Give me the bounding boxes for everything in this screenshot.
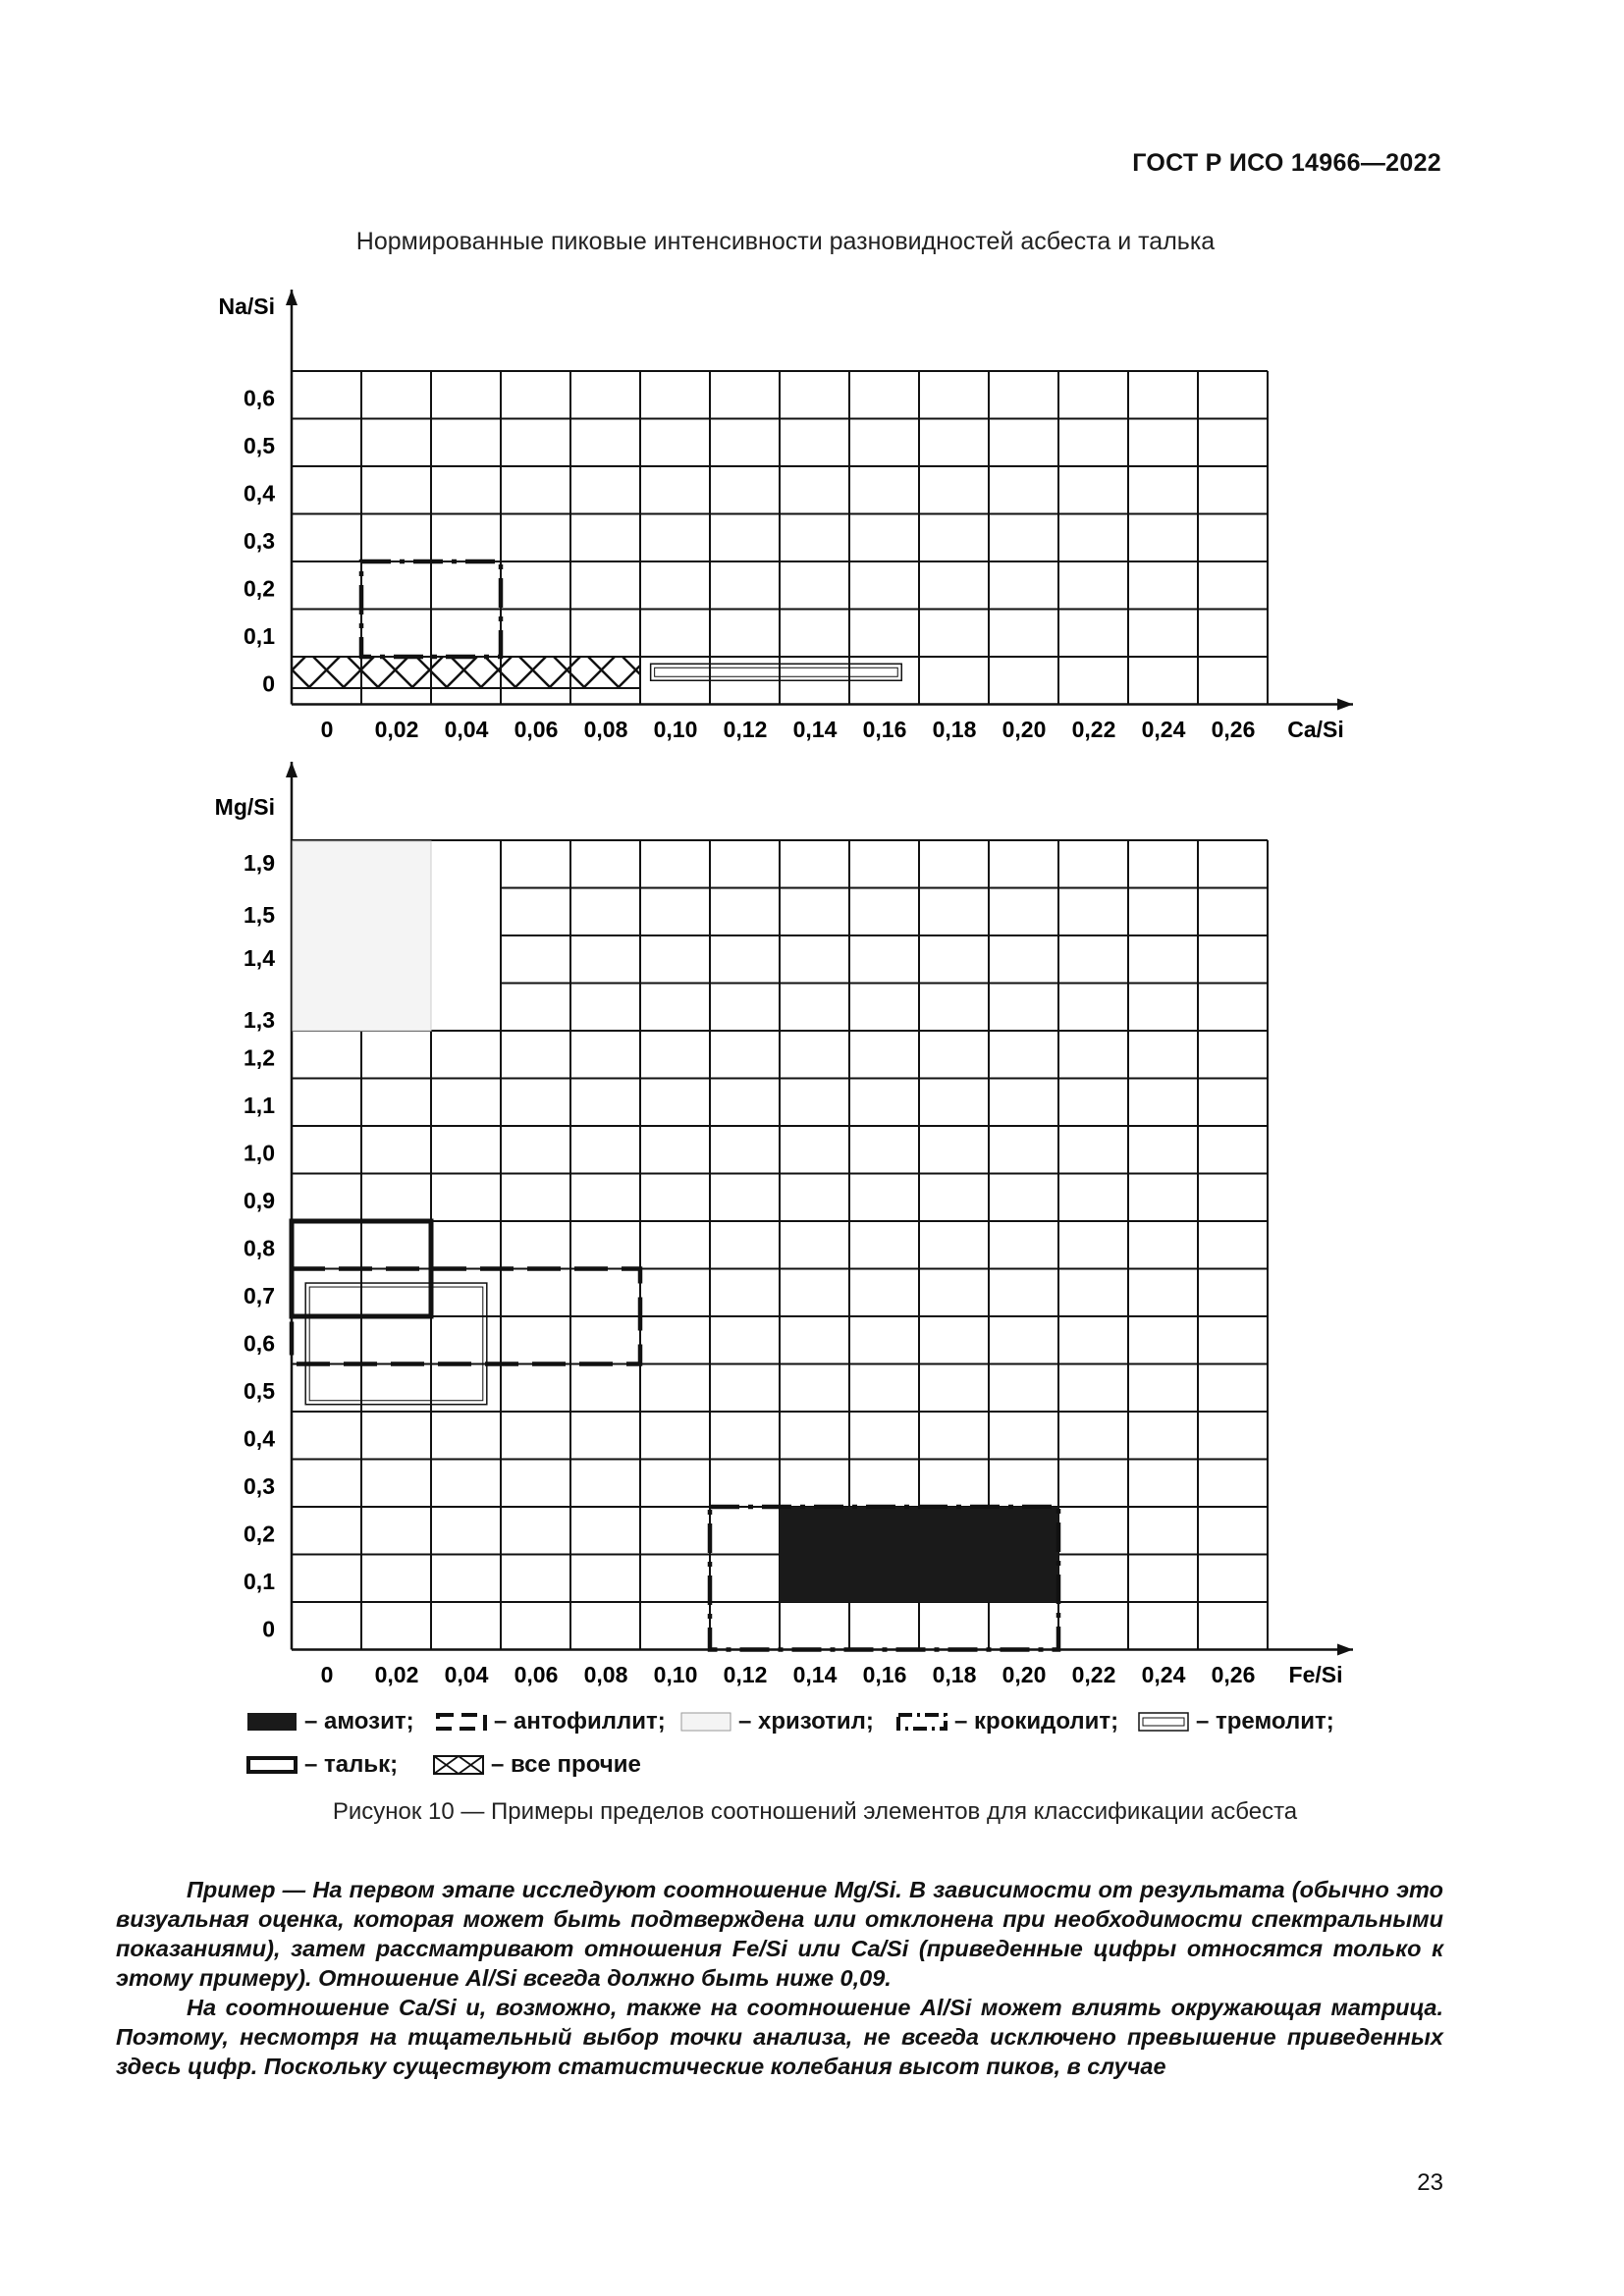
paragraph-example: Пример — На первом этапе исследуют соотношение Mg/Si. В зависимости от результата (обычно это визуальная оценка, которая может быть подтверждена или отклонена при необходимости спектральными показаниями), затем рассматривают отношения Fe/Si или Ca/Si (приведенные цифры относятся только к этому примеру). Отношение Al/Si всегда должно быть ниже 0,09. [116, 1877, 1443, 1991]
x-axis-label: Fe/Si [1288, 1662, 1343, 1687]
x-tick-label: 0,26 [1211, 1662, 1256, 1687]
legend-swatch-thick-dashed-outline [435, 1710, 488, 1734]
legend-item-crocidolite [895, 1708, 1118, 1735]
y-tick-label: 1,9 [244, 849, 275, 876]
y-tick-label: 0,6 [244, 1330, 275, 1357]
x-tick-label: 0,12 [723, 717, 768, 742]
x-tick-label: 0,10 [653, 1662, 698, 1687]
y-tick-label: 0,1 [244, 623, 275, 650]
y-axis-label: Na/Si [218, 294, 275, 319]
x-tick-label: 0,24 [1141, 717, 1186, 742]
y-tick-label: 0,4 [244, 1425, 275, 1452]
y-tick-label: 0,5 [244, 433, 275, 459]
region-tremolite [651, 664, 902, 680]
x-axis-arrow [1337, 1644, 1353, 1656]
x-tick-label: 0,24 [1141, 1662, 1186, 1687]
region-others [292, 657, 640, 688]
y-tick-label: 1,5 [244, 902, 275, 929]
x-tick-label: 0,06 [514, 717, 559, 742]
y-tick-label: 0 [262, 670, 275, 697]
x-tick-label: 0,18 [932, 1662, 977, 1687]
legend-swatch-thick-solid-outline [245, 1753, 298, 1777]
x-tick-label: 0,16 [862, 1662, 907, 1687]
x-tick-label: 0,02 [374, 1662, 419, 1687]
x-tick-label: 0,04 [444, 1662, 489, 1687]
figure-caption: Рисунок 10 — Примеры пределов соотношений элементов для классификации асбеста [332, 1798, 1298, 1825]
x-tick-label: 0,20 [1001, 717, 1047, 742]
legend-swatch-cross-hatch [432, 1753, 485, 1777]
legend-label: – тальк; [304, 1751, 399, 1778]
x-tick-label: 0,18 [932, 717, 977, 742]
y-tick-label: 0,1 [244, 1569, 275, 1595]
legend-label: – тремолит; [1196, 1708, 1334, 1735]
x-tick-label: 0,12 [723, 1662, 768, 1687]
x-axis-label: Ca/Si [1287, 717, 1344, 742]
legend-item-chrysotile [679, 1708, 874, 1735]
legend-row-2 [245, 1751, 1424, 1787]
region-chrysotile [293, 841, 431, 1031]
y-axis-arrow [286, 290, 298, 305]
y-tick-label: 0,6 [244, 385, 275, 411]
x-tick-label: 0,22 [1071, 717, 1116, 742]
legend-label: – хризотил; [738, 1708, 874, 1735]
y-axis-arrow [286, 762, 298, 777]
region-amosite [780, 1507, 1058, 1602]
document-standard-header: ГОСТ Р ИСО 14966—2022 [1132, 149, 1441, 177]
legend-label: – все прочие [491, 1751, 641, 1778]
region-tremolite-inner [309, 1287, 483, 1401]
legend-swatch-double-thin-outline [1137, 1710, 1190, 1734]
x-tick-label: 0,02 [374, 717, 419, 742]
chart-mg-si-vs-fe-si [215, 762, 1353, 1687]
region-tremolite [305, 1283, 487, 1405]
paragraph-matrix-influence: На соотношение Ca/Si и, возможно, также на соотношение Al/Si может влиять окружающая матрица. Поэтому, несмотря на тщательный выбор точки анализа, не всегда исключено превышение приведенных здесь цифр. Поскольку существуют статистические колебания высот пиков, в случае [116, 1995, 1443, 2079]
legend-item-amosite [245, 1708, 414, 1735]
y-tick-label: 1,4 [244, 944, 275, 971]
y-tick-label: 0,4 [244, 480, 275, 507]
x-tick-label: 0,04 [444, 717, 489, 742]
body-text [116, 1875, 1443, 2081]
page-number: 23 [1417, 2169, 1443, 2196]
y-tick-label: 0,7 [244, 1283, 275, 1309]
y-tick-label: 0,3 [244, 528, 275, 555]
x-tick-label: 0,14 [792, 717, 838, 742]
x-tick-label: 0,08 [583, 717, 628, 742]
y-tick-label: 1,2 [244, 1044, 275, 1071]
y-tick-label: 0,3 [244, 1473, 275, 1500]
x-tick-label: 0,16 [862, 717, 907, 742]
legend-label: – антофиллит; [494, 1708, 666, 1735]
x-tick-label: 0,08 [583, 1662, 628, 1687]
legend-label: – амозит; [304, 1708, 414, 1735]
x-axis-arrow [1337, 699, 1353, 711]
x-tick-label: 0,22 [1071, 1662, 1116, 1687]
x-tick-label: 0,14 [792, 1662, 838, 1687]
x-tick-label: 0,10 [653, 717, 698, 742]
x-tick-label: 0,26 [1211, 717, 1256, 742]
legend-item-tremolite [1137, 1708, 1334, 1735]
y-tick-label: 1,3 [244, 1006, 275, 1033]
legend-swatch-solid-black-fill [245, 1710, 298, 1734]
y-tick-label: 0,2 [244, 1521, 275, 1547]
legend-item-anthophyllite [435, 1708, 666, 1735]
y-tick-label: 1,0 [244, 1140, 275, 1166]
y-tick-label: 0,5 [244, 1378, 275, 1405]
legend-label: – крокидолит; [954, 1708, 1119, 1735]
legend-swatch-light-gray-fill [679, 1710, 732, 1734]
x-tick-label: 0,06 [514, 1662, 559, 1687]
y-tick-label: 0,2 [244, 575, 275, 602]
figure-title: Нормированные пиковые интенсивности разновидностей асбеста и талька [355, 228, 1216, 255]
legend-swatch-thick-dash-dot-outline [895, 1710, 948, 1734]
y-tick-label: 1,1 [244, 1093, 275, 1119]
x-tick-label: 0,20 [1001, 1662, 1047, 1687]
y-tick-label: 0,9 [244, 1188, 275, 1214]
y-tick-label: 0 [262, 1616, 275, 1642]
legend-item-others [432, 1751, 641, 1779]
chart-na-si-vs-ca-si [218, 290, 1353, 742]
y-axis-label: Mg/Si [214, 794, 275, 820]
x-tick-label: 0 [320, 717, 334, 742]
y-tick-label: 0,8 [244, 1235, 275, 1261]
region-tremolite-inner [655, 667, 898, 676]
legend-item-talc [245, 1751, 398, 1779]
legend-row-1 [245, 1708, 1424, 1743]
x-tick-label: 0 [320, 1662, 334, 1687]
